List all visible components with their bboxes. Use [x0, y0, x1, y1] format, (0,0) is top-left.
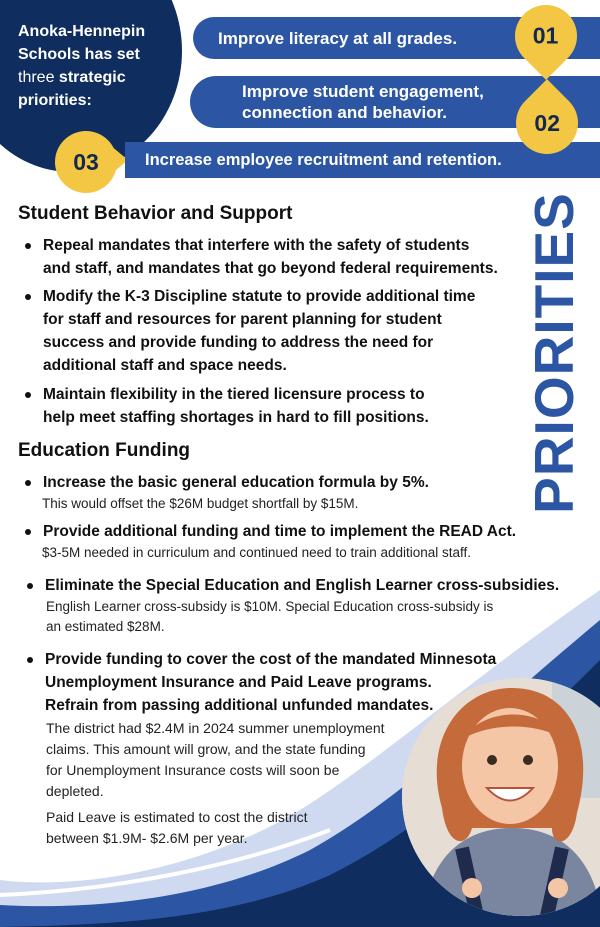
badge-02-label: 02: [534, 109, 560, 136]
behavior-bullet-2: [43, 285, 523, 377]
funding-note-1: This would offset the $26M budget shortfall by $15M.: [42, 496, 359, 511]
funding-bullet-4: [45, 648, 525, 717]
intro-line-1: Anoka-Hennepin: [18, 23, 146, 40]
funding-bullet-2: [43, 520, 563, 543]
funding-note-5: [46, 807, 307, 849]
behavior-bullet-2-line-1: Modify the K-3 Discipline statute to provide additional time: [43, 288, 476, 305]
badge-03-label: 03: [73, 148, 99, 175]
behavior-bullet-1: [43, 234, 523, 280]
funding-bullet-4-line-2: Unemployment Insurance and Paid Leave programs.: [45, 674, 432, 691]
funding-bullet-4-line-1: Provide funding to cover the cost of the mandated Minnesota: [45, 651, 497, 668]
priority-2-text: [216, 81, 484, 123]
intro-line-3-bold: strategic: [58, 69, 126, 86]
funding-note-2: $3-5M needed in curriculum and continued need to train additional staff.: [42, 545, 472, 560]
behavior-bullet-1-line-2: and staff, and mandates that go beyond federal requirements.: [43, 260, 498, 277]
funding-bullet-1: [43, 471, 523, 494]
behavior-bullet-2-line-4: additional staff and space needs.: [43, 357, 287, 374]
behavior-bullet-2-line-2: for staff and resources for parent planning for student: [43, 311, 442, 328]
funding-bullet-4-line-3: Refrain from passing additional unfunded mandates.: [45, 697, 434, 714]
behavior-bullet-2-line-3: success and provide funding to address the need for: [43, 334, 434, 351]
priority-2-line-2: connection and behavior.: [242, 103, 447, 122]
funding-note-5-line-2: between $1.9M- $2.6M per year.: [46, 830, 248, 846]
priority-1-text: Improve literacy at all grades.: [218, 28, 458, 48]
priority-3-text: Increase employee recruitment and retention.: [145, 150, 502, 169]
funding-note-4-line-1: The district had $2.4M in 2024 summer unemployment: [46, 720, 385, 736]
funding-bullet-1-line-1: Increase the basic general education formula by 5%.: [43, 474, 429, 491]
behavior-heading: Student Behavior and Support: [18, 203, 293, 224]
funding-note-4-line-2: claims. This amount will grow, and the state funding: [46, 741, 366, 757]
intro-line-3: [18, 66, 168, 89]
funding-bullet-3-line-1: Eliminate the Special Education and English Learner cross-subsidies.: [45, 577, 560, 594]
funding-note-3-line-2: an estimated $28M.: [46, 619, 165, 634]
funding-note-5-line-1: Paid Leave is estimated to cost the district: [46, 809, 308, 825]
behavior-bullet-1-line-1: Repeal mandates that interfere with the safety of students: [43, 237, 470, 254]
priorities-vertical-title: [523, 192, 585, 514]
intro-line-3-normal: three: [18, 69, 55, 86]
badge-03: [55, 131, 117, 193]
behavior-bullet-3: [43, 383, 523, 429]
priority-2-line-1: Improve student engagement,: [242, 82, 484, 101]
funding-heading: Education Funding: [18, 440, 191, 461]
funding-bullet-2-line-1: Provide additional funding and time to implement the READ Act.: [43, 523, 517, 540]
badge-01-label: 01: [533, 22, 559, 49]
intro-line-2: Schools has set: [18, 46, 140, 63]
priorities-title-text: PRIORITIES: [523, 192, 585, 514]
funding-note-3: [46, 597, 493, 637]
behavior-bullet-3-line-2: help meet staffing shortages in hard to fill positions.: [43, 409, 429, 426]
funding-note-3-line-1: English Learner cross-subsidy is $10M. Special Education cross-subsidy is: [46, 599, 494, 614]
funding-note-4-line-3: for Unemployment Insurance costs will soon be: [46, 762, 340, 778]
badge-01: [502, 0, 590, 80]
funding-note-4: [46, 718, 385, 802]
funding-note-4-line-4: depleted.: [46, 783, 104, 799]
funding-bullet-3: [45, 574, 585, 597]
behavior-bullet-3-line-1: Maintain flexibility in the tiered licensure process to: [43, 386, 425, 403]
intro-line-4: priorities:: [18, 92, 92, 109]
intro-text: [18, 20, 168, 112]
